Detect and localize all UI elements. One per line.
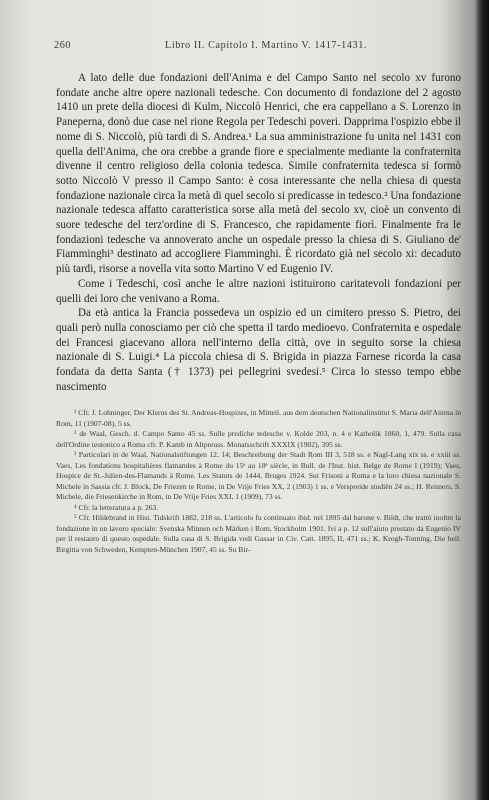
paragraph: Come i Tedeschi, così anche le altre nazioni istituirono caritatevoli fondazioni per quelli dei loro che venivano a Roma. [56,277,461,305]
footnote: ³ Particolari in de Waal, Nationalstiftungen 12, 14; Beschreibung der Stadt Rom III 3, 518 ss. e Nagl-Lang xix ss. e xxiii ss. Vaes, Les fondations hospitalières flamandes à Rome du 15ᵉ au 18ᵉ siècle, in Bull. de l'Inst. hist. Belge de Rome I (1919); Vaes, Hospice de St.-Julien-des-Flamands à Rome. Les Statuts de 1444, Bruges 1924. Sui Frisoni a Roma e la loro chiesa nazionale S. Michele in Sassia cfr. J. Block, De Friezen te Rome, in De Vrije Fries XX, 2 (1903) 1 ss. e Verspreide studiën 24 ss.; H. Reimers, S. Michele, die Friesenkirche in Rom, in De Vrije Fries XXI, 1 (1909), 73 ss. [56,450,461,502]
footnote: ⁴ Cfr. la letteratura a p. 263. [74,502,159,512]
main-text [56,71,461,394]
paragraph: A lato delle due fondazioni dell'Anima e del Campo Santo nel secolo xv furono fondate anche altre opere nazionali tedesche. Con documento di fondazione del 2 agosto 1410 un prete della diocesi di Kulm, Niccolò Henrici, che era cappellano a S. Lorenzo in Paneperna, donò due case nel rione Regola per Tedeschi poveri. Dapprima l'ospizio ebbe il nome di S. Niccolò, più tardi di S. Andrea.¹ La sua amministrazione fu unita nel 1431 con quella dell'Anima, che ora crebbe a grande fiore e specialmente mediante la confraternita divenne il centro religioso della colonia tedesca. Simile confraternita tedesca si formò sotto Niccolò V presso il Campo Santo: è cosa interessante che nella chiesa di questa fondazione nazionale circa la metà di quel secolo si predicasse in tedesco.² Una fondazione nazionale tedesca affatto caratteristica sorse alla metà del secolo xv, cioè un convento di suore tedesche del terz'ordine di S. Francesco, che rapidamente fiorì. Finalmente fra le fondazioni tedesche va annoverato anche un ospedale presso la chiesa di S. Giuliano de' Fiamminghi³ destinato ad accogliere Fiamminghi. È ricordato già nel secolo xi: decaduto più tardi, risorse a novella vita sotto Martino V ed Eugenio IV. [56,72,461,276]
running-header [56,40,461,51]
paragraph: Da età antica la Francia possedeva un ospizio ed un cimitero presso S. Pietro, dei quali però nulla conosciamo per ciò che spetta il tardo medioevo. Confraternita e ospedale dei Francesi giacevano allora nell'interno della città, ove in seguito sorse la chiesa nazionale di S. Luigi.⁴ La piccola chiesa di S. Brigida in piazza Farnese ricorda la casa fondata da detta Santa († 1373) pei pellegrini svedesi.⁵ Circa lo stesso tempo ebbe nascimento [56,307,461,393]
footnote: ⁵ Cfr. Hildebrand in Hist. Tidskrift 1882, 218 ss. L'articolo fu continuato ibid. nel 1895 dal barone v. Bildt, che trattò inoltre la fondazione in un lavoro speciale: Svenska Minnen och Märken i Rom, Stockholm 1901. Ivi a p. 12 sull'aiuto prestato da Eugenio IV per il restauro di questo ospedale. Sulla casa di S. Brigida vedi Gassar in Civ. Catt. 1895, II, 471 ss.; K. Krogh-Tonning, Die heil. Birgitta von Schweden, Kempten-München 1907, 45 ss. Su Bir- [56,513,461,554]
footnotes [56,408,461,555]
running-title: Libro II. Capitolo I. Martino V. 1417-1431. [165,40,368,51]
page-number: 260 [54,40,72,51]
scan-edge-shadow [475,0,489,800]
footnote: ¹ Cfr. J. Lohninger, Der Klerus des St. Andreas-Hospizes, in Mitteil. aus dem deutschen Nationalinstitut S. Maria dell'Anima in Rom, 11 (1907-08), 5 ss. [56,408,461,428]
book-page [56,40,461,555]
footnote: ² de Waal, Gesch. d. Campo Santo 45 ss. Sulle prediche tedesche v. Kolde 203, n. 4 e Katholik 1860, 1, 479. Sulla casa dell'Ordine teutonico a Roma cfr. P. Kamb in Altpreuss. Monatsschrift XXXIX (1902), 395 ss. [56,429,461,449]
